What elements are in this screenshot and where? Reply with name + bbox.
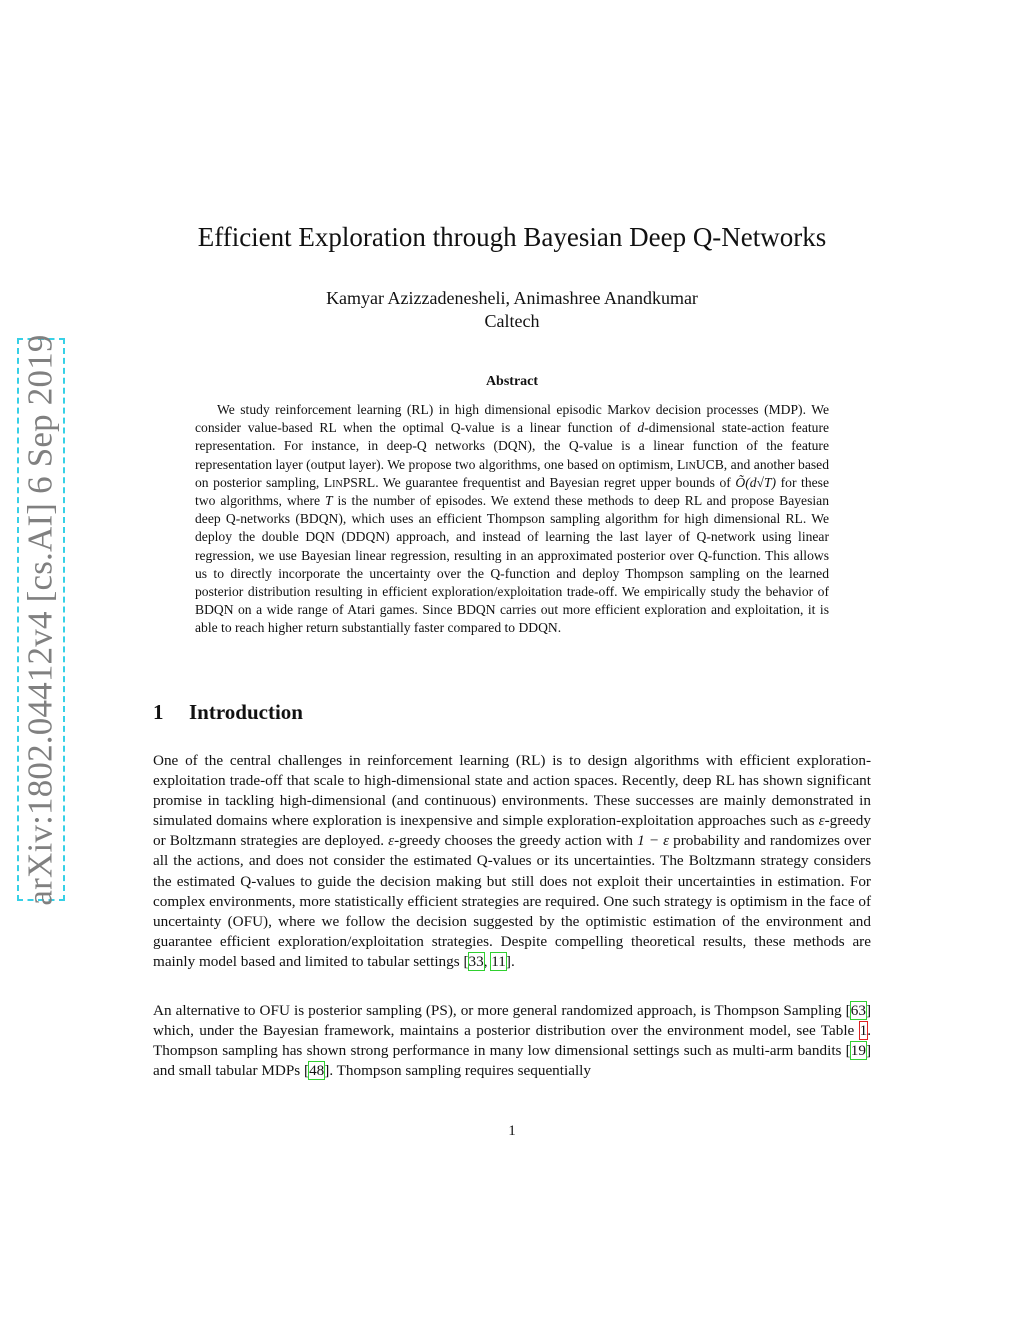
math-T: T	[325, 493, 333, 509]
abstract-text: , and another based on posterior sampling,	[195, 456, 829, 490]
abstract-text: We study reinforcement learning (RL) in high dimensional episodic Markov decision processes (MDP). We consider value-based RL when the optimal Q-value is a linear function of	[195, 402, 829, 436]
math-one-minus-epsilon: 1 − ε	[637, 832, 670, 850]
body-text: -greedy or Boltzmann strategies are deployed.	[153, 812, 871, 850]
body-text: ] which, under the Bayesian framework, maintains a posterior distribution over the environment model, see Table	[153, 1002, 871, 1040]
body-text: ] and small tabular MDPs [	[153, 1042, 871, 1080]
citation-link-33[interactable]: 33	[468, 952, 484, 970]
abstract-heading: Abstract	[485, 374, 539, 389]
abstract-text: is the number of episodes. We extend these methods to deep RL and propose Bayesian deep Q-networks (BDQN), which uses an efficient Thompson sampling algorithm for high dimensional RL. We deploy the double DQN (DDQN) approach, and instead of learning the last layer of Q-network using linear regression, we use Bayesian linear regression, resulting in an approximated posterior over Q-function. This allows us to directly incorporate the uncertainty over the Q-function and deploy Thompson sampling on the learned posterior distribution resulting in efficient exploration/exploitation trade-off. We empirically study the behavior of BDQN on a wide range of Atari games. Since BDQN carries out more efficient exploration and exploitation, it is able to reach higher return substantially faster compared to DDQN.	[195, 493, 829, 636]
body-text: ]. Thompson sampling requires sequentially	[324, 1062, 591, 1080]
paper-affiliation: Caltech	[484, 311, 540, 331]
paper-title: Efficient Exploration through Bayesian Deep Q-Networks	[197, 222, 827, 252]
section-heading-introduction	[153, 698, 303, 726]
algorithm-name: LinPSRL	[323, 474, 376, 490]
citation-link-63[interactable]: 63	[850, 1002, 866, 1019]
body-text: An alternative to OFU is posterior sampling (PS), or more general randomized approach, is Thompson Sampling [	[153, 1002, 851, 1019]
body-text: One of the central challenges in reinforcement learning (RL) is to design algorithms with efficient exploration-exploitation trade-off that scale to high-dimensional state and action spaces. Recently, deep RL has shown significant promise in tackling high-dimensional (and continuous) environments. These successes are mainly demonstrated in simulated domains where exploration is inexpensive and simple exploration-exploitation approaches such as	[153, 752, 871, 830]
citation-separator: ,	[483, 952, 492, 970]
intro-paragraph-1	[153, 751, 871, 972]
math-epsilon: ε	[818, 812, 825, 830]
abstract-text: for these two algorithms, where	[195, 474, 829, 509]
arxiv-stamp-text: arXiv:1802.04412v4 [cs.AI] 6 Sep 2019	[21, 333, 60, 906]
body-text: . Thompson sampling has shown strong performance in many low dimensional settings such as multi-arm bandits [	[153, 1022, 871, 1060]
page-number: 1	[508, 1123, 516, 1139]
intro-paragraph-2	[153, 1001, 871, 1081]
math-d: d	[637, 420, 645, 436]
arxiv-stamp	[17, 333, 65, 906]
math-epsilon: ε	[388, 832, 395, 850]
paper-authors: Kamyar Azizzadenesheli, Animashree Anandkumar	[326, 288, 698, 308]
body-text: ].	[505, 952, 515, 970]
citation-link-48[interactable]: 48	[309, 1062, 325, 1080]
citation-link-11[interactable]: 11	[491, 952, 506, 970]
body-text: -greedy chooses the greedy action with	[394, 832, 638, 850]
section-title: Introduction	[189, 700, 303, 724]
algorithm-name: LinUCB	[676, 456, 724, 472]
citation-link-19[interactable]: 19	[850, 1042, 866, 1060]
section-number: 1	[153, 700, 164, 724]
math-regret-bound: Õ(d√T)	[735, 474, 777, 490]
abstract-text: -dimensional state-action feature representation. For instance, in deep-Q networks (DQN), the Q-value is a linear function of the feature representation layer (output layer). We propose two algorithms, one based on optimism,	[195, 420, 829, 472]
table-reference-link[interactable]: 1	[859, 1022, 868, 1040]
body-text: probability and randomizes over all the actions, and does not consider the estimated Q-values or its uncertainties. The Boltzmann strategy considers the estimated Q-values to guide the decision making but still does not exploit their uncertainties in estimation. For complex environments, more statistically efficient strategies are required. One such strategy is optimism in the face of uncertainty (OFU), where we follow the decision suggested by the optimistic estimation of the environment and guarantee efficient exploration/exploitation strategies. Despite compelling theoretical results, these methods are mainly model based and limited to tabular settings [	[153, 832, 871, 970]
abstract-text: . We guarantee frequentist and Bayesian regret upper bounds of	[375, 474, 736, 490]
abstract-body	[195, 401, 829, 638]
